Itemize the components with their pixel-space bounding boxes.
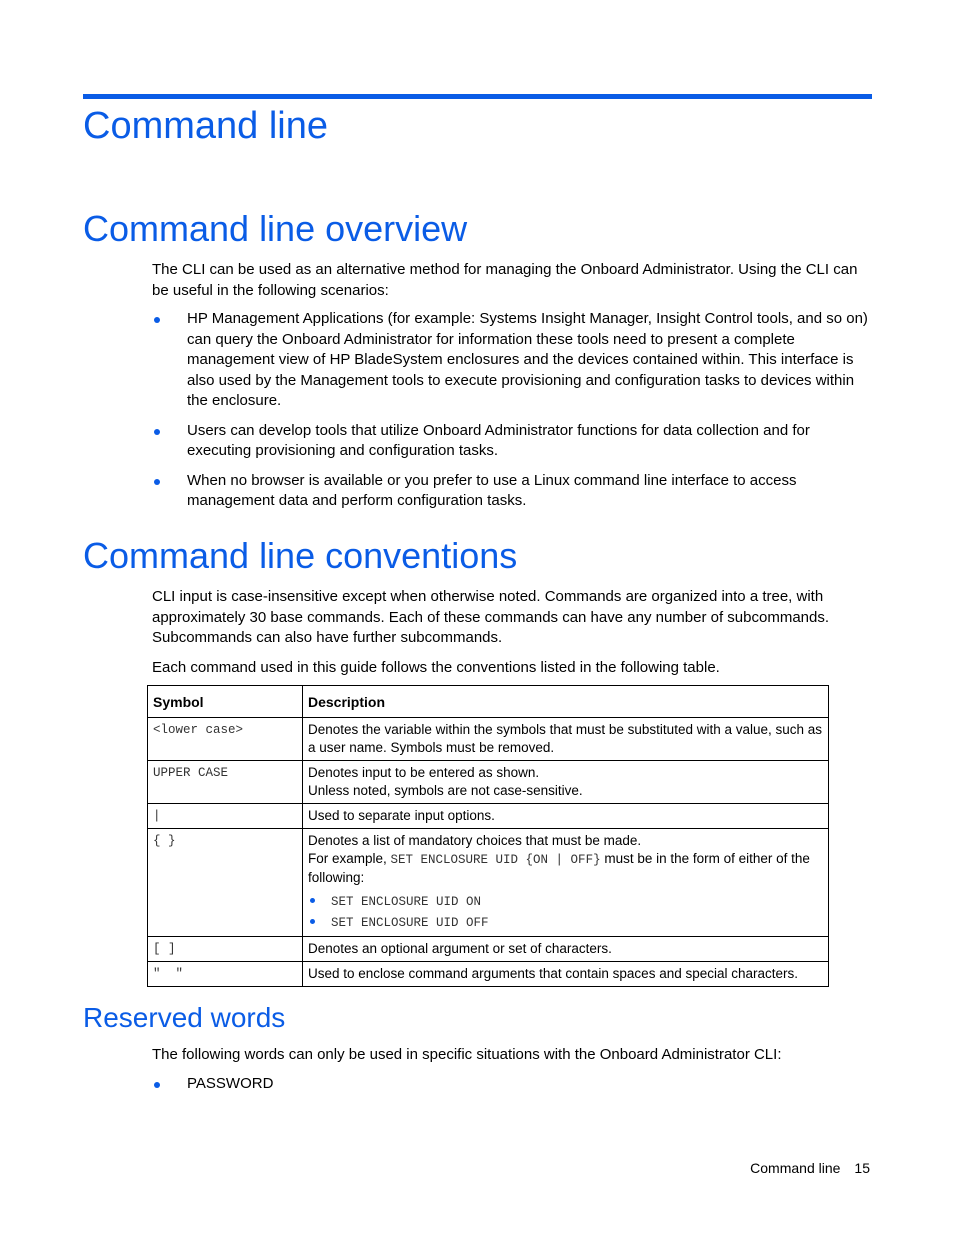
bullet-icon bbox=[154, 479, 160, 485]
overview-intro: The CLI can be used as an alternative method for managing the Onboard Administrator. Using the CLI can be useful in the following scenarios: bbox=[152, 261, 858, 299]
symbol-cell: [ ] bbox=[148, 937, 303, 962]
conventions-para-2: Each command used in this guide follows the conventions listed in the following table. bbox=[152, 659, 720, 676]
overview-heading: Command line overview bbox=[83, 208, 468, 249]
symbol-cell: { } bbox=[148, 829, 303, 937]
choices-list bbox=[308, 891, 824, 933]
conventions-heading: Command line conventions bbox=[83, 535, 518, 576]
description-cell: Denotes an optional argument or set of characters. bbox=[303, 937, 829, 962]
description-cell bbox=[303, 829, 829, 937]
reserved-intro: The following words can only be used in specific situations with the Onboard Administrator CLI: bbox=[152, 1046, 782, 1063]
page-footer bbox=[750, 1158, 870, 1178]
symbol-cell: " " bbox=[148, 962, 303, 987]
overview-bullets bbox=[152, 309, 874, 521]
bullet-icon bbox=[310, 898, 315, 903]
conventions-table bbox=[147, 685, 829, 987]
chapter-rule bbox=[83, 94, 872, 99]
table-row bbox=[148, 804, 829, 829]
list-item: PASSWORD bbox=[152, 1074, 874, 1095]
description-cell bbox=[303, 761, 829, 804]
table-row bbox=[148, 829, 829, 937]
table-row bbox=[148, 962, 829, 987]
list-item: When no browser is available or you prefer to use a Linux command line interface to access management data and perform configuration tasks. bbox=[152, 471, 874, 512]
bullet-icon bbox=[154, 1082, 160, 1088]
chapter-title: Command line bbox=[83, 105, 328, 147]
list-item: SET ENCLOSURE UID OFF bbox=[308, 912, 824, 933]
footer-section: Command line bbox=[750, 1160, 841, 1176]
symbol-cell: | bbox=[148, 804, 303, 829]
table-row bbox=[148, 761, 829, 804]
bullet-icon bbox=[154, 429, 160, 435]
list-item: HP Management Applications (for example: Systems Insight Manager, Insight Control tools, and so on) can query the Onboard Administrator for information these tools need to present a complete management view of HP BladeSystem enclosures and the devices contained within. This interface is also used by the Management tools to execute provisioning and configuration tasks to devices within the enclosure. bbox=[152, 309, 874, 412]
table-header-row bbox=[148, 686, 829, 718]
table-row bbox=[148, 937, 829, 962]
description-line: Denotes input to be entered as shown. bbox=[308, 765, 540, 780]
description-line: Unless noted, symbols are not case-sensitive. bbox=[308, 783, 583, 798]
column-header-description: Description bbox=[303, 686, 829, 718]
table-row bbox=[148, 718, 829, 761]
description-cell: Denotes the variable within the symbols that must be substituted with a value, such as a user name. Symbols must be removed. bbox=[303, 718, 829, 761]
example-line: For example, SET ENCLOSURE UID {ON | OFF} must be in the form of either of the following: bbox=[308, 851, 810, 885]
column-header-symbol: Symbol bbox=[148, 686, 303, 718]
list-item: SET ENCLOSURE UID ON bbox=[308, 891, 824, 912]
symbol-cell: <lower case> bbox=[148, 718, 303, 761]
description-cell: Used to enclose command arguments that contain spaces and special characters. bbox=[303, 962, 829, 987]
description-cell: Used to separate input options. bbox=[303, 804, 829, 829]
conventions-para-1: CLI input is case-insensitive except when otherwise noted. Commands are organized into a tree, with approximately 30 base commands. Each of these commands can have any number of subcommands. Subcommands can also have further subcommands. bbox=[152, 588, 830, 646]
example-code: SET ENCLOSURE UID {ON | OFF} bbox=[390, 853, 601, 867]
reserved-list bbox=[152, 1074, 874, 1104]
list-item: Users can develop tools that utilize Onboard Administrator functions for data collection and for executing provisioning and configuration tasks. bbox=[152, 421, 874, 462]
description-line: Denotes a list of mandatory choices that must be made. bbox=[308, 833, 642, 848]
page-number: 15 bbox=[854, 1160, 870, 1176]
bullet-icon bbox=[154, 317, 160, 323]
reserved-heading: Reserved words bbox=[83, 1002, 286, 1033]
bullet-icon bbox=[310, 919, 315, 924]
symbol-cell: UPPER CASE bbox=[148, 761, 303, 804]
